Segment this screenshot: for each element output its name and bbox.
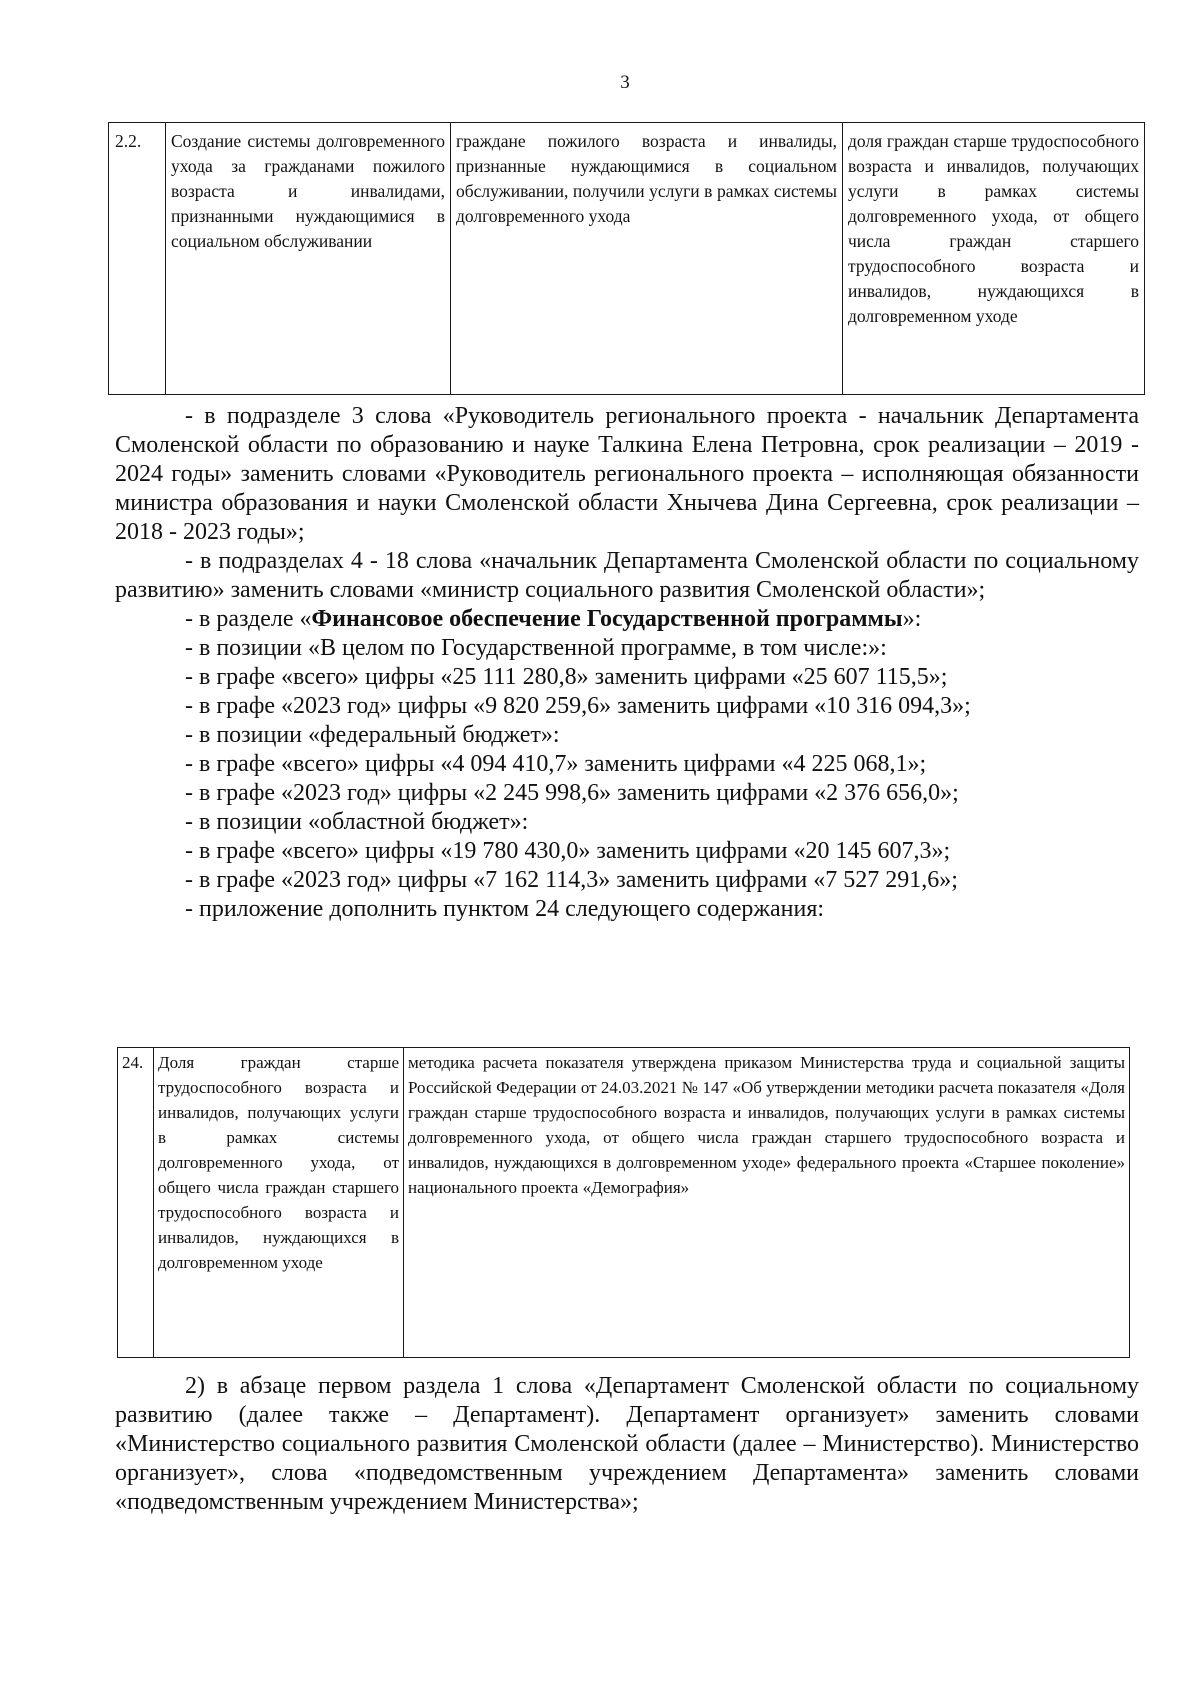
indicator-table (117, 1047, 1130, 1358)
amendment-line: - в графе «всего» цифры «4 094 410,7» заменить цифрами «4 225 068,1»; (185, 751, 927, 777)
row-number: 2.2. (109, 123, 166, 395)
table-row (118, 1048, 1130, 1358)
page-number: 3 (620, 72, 630, 93)
amendment-line: - в графе «всего» цифры «25 111 280,8» заменить цифрами «25 607 115,5»; (185, 664, 948, 690)
financing-suffix: »: (902, 606, 922, 632)
amendment-line: - приложение дополнить пунктом 24 следующего содержания: (185, 896, 825, 922)
financing-prefix: - в разделе « (185, 606, 312, 632)
indicator-cell: доля граждан старше трудоспособного возраста и инвалидов, получающих услуги в рамках системы долговременного ухода, от общего числа граждан старшего трудоспособного возраста и инвалидов, нуждающихся в долговременном уходе (843, 123, 1145, 395)
section-1-amendment (115, 1372, 1139, 1517)
measure-cell: Создание системы долговременного ухода за гражданами пожилого возраста и инвалидами, признанными нуждающимися в социальном обслуживании (166, 123, 451, 395)
paragraph-financing-section (185, 605, 1139, 634)
amendment-line: - в позиции «областной бюджет»: (185, 809, 529, 835)
paragraph-subsections-4-18: - в подразделах 4 - 18 слова «начальник Департамента Смоленской области по социальному развитию» заменить словами «министр социального развития Смоленской области»; (115, 548, 1139, 603)
paragraph-section-1: 2) в абзаце первом раздела 1 слова «Департамент Смоленской области по социальному развитию (далее также – Департамент). Департамент организует» заменить словами «Министерство социального развития Смоленской области (далее – Министерство). Министерство организует», слова «подведомственным учреждением Департамента» заменить словами «подведомственным учреждением Министерства»; (115, 1373, 1139, 1515)
activity-table (108, 122, 1145, 395)
amendments-text (115, 402, 1139, 924)
method-cell: методика расчета показателя утверждена приказом Министерства труда и социальной защиты Российской Федерации от 24.03.2021 № 147 «Об утверждении методики расчета показателя «Доля граждан старше трудоспособного возраста и инвалидов, получающих услуги в рамках системы долговременного ухода, от общего числа граждан старшего трудоспособного возраста и инвалидов, нуждающихся в долговременном уходе» федерального проекта «Старшее поколение» национального проекта «Демография» (404, 1048, 1130, 1358)
financing-section-title: Финансовое обеспечение Государственной программы (311, 606, 903, 632)
amendment-line: - в позиции «В целом по Государственной программе, в том числе:»: (185, 635, 887, 661)
amendment-line: - в графе «2023 год» цифры «9 820 259,6» заменить цифрами «10 316 094,3»; (185, 693, 971, 719)
amendment-line: - в графе «2023 год» цифры «7 162 114,3» заменить цифрами «7 527 291,6»; (185, 867, 958, 893)
table-row (109, 123, 1145, 395)
indicator-cell: Доля граждан старше трудоспособного возраста и инвалидов, получающих услуги в рамках системы долговременного ухода, от общего числа граждан старшего трудоспособного возраста и инвалидов, нуждающихся в долговременном уходе (154, 1048, 404, 1358)
row-number: 24. (118, 1048, 154, 1358)
paragraph-subsection-3: - в подразделе 3 слова «Руководитель регионального проекта - начальник Департамента Смоленской области по образованию и науке Талкина Елена Петровна, срок реализации – 2019 - 2024 годы» заменить словами «Руководитель регионального проекта – исполняющая обязанности министра образования и науки Смоленской области Хнычева Дина Сергеевна, срок реализации – 2018 - 2023 годы»; (115, 403, 1139, 545)
amendment-line: - в графе «всего» цифры «19 780 430,0» заменить цифрами «20 145 607,3»; (185, 838, 951, 864)
amendment-line: - в позиции «федеральный бюджет»: (185, 722, 560, 748)
result-cell: граждане пожилого возраста и инвалиды, признанные нуждающимися в социальном обслуживании, получили услуги в рамках системы долговременного ухода (451, 123, 843, 395)
amendment-line: - в графе «2023 год» цифры «2 245 998,6» заменить цифрами «2 376 656,0»; (185, 780, 959, 806)
